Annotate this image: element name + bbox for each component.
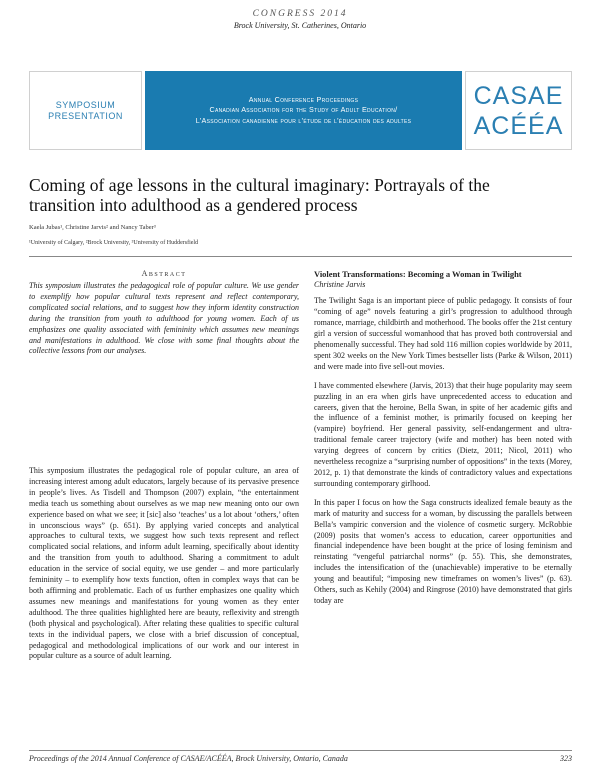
symposium-label-box — [29, 71, 142, 150]
proceedings-banner — [145, 71, 462, 150]
section-paragraph-2: I have commented elsewhere (Jarvis, 2013) that their huge popularity may seem puzzling in an era when girls have unprecedented access to education and careers, given that the heroine, Bella Swan, in spite of her academic gifts and the influence of a feminist mother, is primarily focused on keeping her (vampire) boyfriend. Her general passivity, self-endangerment and ultra-traditional female career trajectory (wife and mother) has been noted with varying degrees of concern by critics (Dietz, 2011; Nicol, 2011) who nevertheless recognize a “surprising number of oppositions” in the texts (Morey, 2012, p. 1) that demonstrate the kinds of contradictory values and expectations surrounding contemporary girlhood. — [314, 380, 572, 488]
paper-authors: Kaela Jubas¹, Christine Jarvis² and Nancy Taber³ — [29, 224, 156, 231]
paper-affiliations: ¹University of Calgary, ²Brock University, ³University of Huddersfield — [29, 240, 199, 246]
abstract-heading: Abstract — [141, 269, 187, 278]
symposium-label-line1: SYMPOSIUM — [55, 99, 116, 110]
logo-text-casae: CASAE — [473, 82, 564, 110]
abstract-text: This symposium illustrates the pedagogical role of popular culture. We use gender to exemplify how popular cultural texts represent and reflect contemporary, complicated social relations, and to suggest how they inform identity construction during the transition from youth to adulthood for young women. Each of us emphasizes one quality associated with femininity which assumes new meanings and manifestations in adulthood. We close with some final thoughts about the collective lessons from our analyses. — [29, 281, 299, 356]
proceedings-line3: L’Association canadienne pour l’étude de l’éducation des adultes — [195, 115, 412, 125]
header-location: Brock University, St. Catherines, Ontario — [233, 21, 367, 30]
paper-title: Coming of age lessons in the cultural imaginary: Portrayals of the transition into adulthood as a gendered process — [29, 175, 490, 215]
symposium-label-line2: PRESENTATION — [48, 110, 123, 121]
casae-logo — [465, 71, 572, 150]
section-title: Violent Transformations: Becoming a Woman in Twilight — [314, 269, 522, 279]
introduction-paragraph: This symposium illustrates the pedagogical role of popular culture, an area of increasing interest among adult educators, largely because of its pervasive presence in people’s lives. As Tisdell and Thompson (2007) explain, “the entertainment media teach us something about ourselves as we map new meaning onto our own experience based on what we see; it [sic] also ‘teaches’ us a lot about ‘others,’ often in unconscious ways” (p. 651). By applying varied concepts and analytical approaches to cultural texts, we suggest how such texts represent and reflect complicated social relations, and inform adult learning, specifically about identity and the transition from youth to adulthood. Sharing a commitment to adult education in the service of social equity, we use gender – and more particularly femininity – to exemplify how texts function, often in complex ways that can be both affirming and problematic. Each of us further emphasizes one quality which assumes new meanings and manifestations for young women as they enter adulthood. The three qualities highlighted here are beauty, reflexivity and strength (both physical and psychological). After relating these qualities to specific cultural texts in the individual papers, we close with a brief discussion of conceptual, pedagogical and methodological implications of our work and our interest in popular culture as a source of adult learning. — [29, 466, 299, 661]
section-author: Christine Jarvis — [314, 279, 366, 289]
title-divider — [29, 256, 572, 257]
page-number: 323 — [560, 754, 572, 763]
proceedings-line1: Annual Conference Proceedings — [248, 94, 359, 104]
section-paragraph-1: The Twilight Saga is an important piece of public pedagogy. It consists of four “coming of age” novels featuring a girl’s progression to adulthood through romance, marriage, childbirth and motherhood. The books offer the 21st century girl a version of successful womanhood that has proved both controversial and phenomenally successful. They had sold 116 million copies worldwide by 2011, spent 302 weeks on the New York Times bestseller lists (Parke & Wilson, 2011) and were made into five sell-out movies. — [314, 296, 572, 371]
footer-divider — [29, 750, 572, 751]
section-paragraph-3: In this paper I focus on how the Saga constructs idealized female beauty as the mark of maturity and success for a woman, by discussing the parallels between Bella’s vampiric conversion and the violence of cosmetic surgery. McRobbie (2009) posits that women’s access to education, career opportunities and financial independence have been bought at the price of losing feminism and reinstating “vengeful patriarchal norms” (p. 55). This, she demonstrates, includes the intensification of the (unachievable) imperative to be eternally young and beautiful; “imposing new timeframes on women’s lives” (p. 63). Others, such as Kehily (2004) and Ringrose (2010) have demonstrated that girls today are — [314, 497, 572, 605]
header-congress: CONGRESS 2014 — [252, 9, 348, 19]
proceedings-line2: Canadian Association for the Study of Adult Education/ — [209, 105, 398, 115]
logo-text-aceea: ACÉÉA — [473, 112, 564, 140]
footer-citation: Proceedings of the 2014 Annual Conference of CASAE/ACÉÉA, Brock University, Ontario, Canada — [29, 754, 348, 763]
right-column — [314, 269, 572, 615]
